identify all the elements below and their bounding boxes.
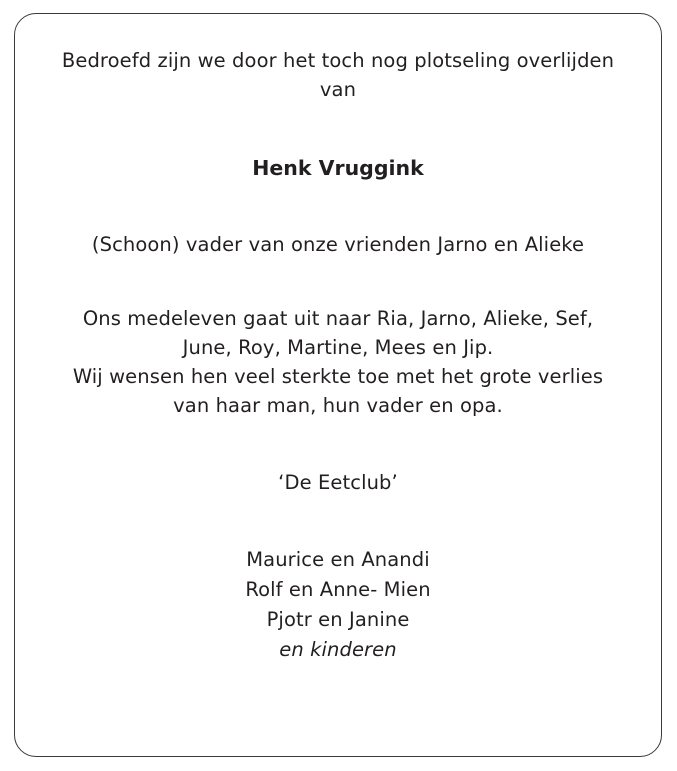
deceased-name: Henk Vruggink (252, 156, 424, 180)
intro-line-1: Bedroefd zijn we door het toch nog plotseling overlijden (61, 49, 615, 72)
obituary-card (14, 13, 662, 757)
condolence-line-2: June, Roy, Martine, Mees en Jip. (182, 336, 494, 359)
deceased-name-block (45, 154, 631, 183)
condolence-line-4: van haar man, hun vader en opa. (173, 394, 503, 417)
children-note: en kinderen (279, 638, 397, 661)
intro-line-2: van (319, 78, 357, 101)
condolence-block (45, 304, 631, 420)
group-name: ‘De Eetclub’ (278, 471, 398, 494)
intro-text (45, 46, 631, 104)
relation-block (45, 230, 631, 259)
signatory-2: Rolf en Anne- Mien (245, 578, 431, 601)
signatory-1: Maurice en Anandi (246, 548, 430, 571)
condolence-line-1: Ons medeleven gaat uit naar Ria, Jarno, Alieke, Sef, (82, 307, 594, 330)
condolence-line-3: Wij wensen hen veel sterkte toe met het grote verlies (72, 365, 604, 388)
signatories-block (45, 545, 631, 665)
relation-line: (Schoon) vader van onze vrienden Jarno en Alieke (91, 233, 585, 256)
signatory-3: Pjotr en Janine (266, 608, 410, 631)
group-name-block (45, 468, 631, 497)
